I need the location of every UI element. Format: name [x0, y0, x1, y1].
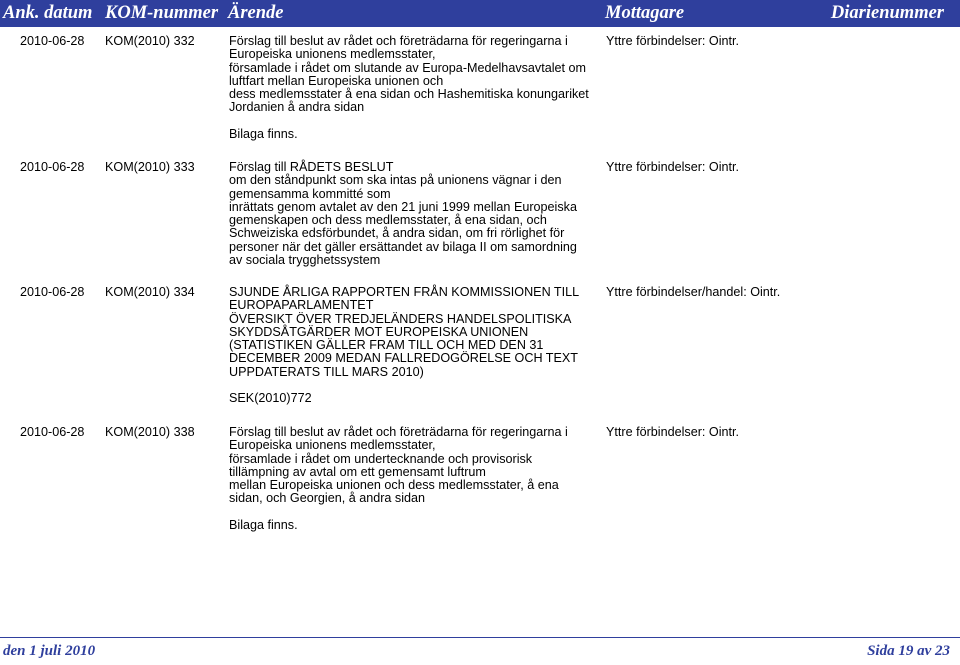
column-header-registry-number: Diarienummer — [830, 3, 944, 23]
entry-kom-number: KOM(2010) 332 — [105, 34, 195, 48]
table-header — [0, 0, 960, 27]
subject-line: församlade i rådet om slutande av Europa-Medelhavsavtalet om — [229, 60, 587, 75]
subject-line: mellan Europeiska unionen och dess medlemsstater, å ena — [229, 478, 559, 493]
subject-line: Förslag till RÅDETS BESLUT — [229, 160, 394, 174]
subject-line: sidan, och Georgien, å andra sidan — [229, 491, 426, 506]
subject-note: SEK(2010)772 — [229, 391, 312, 406]
subject-line: Europeiska unionens medlemsstater, — [229, 438, 436, 453]
subject-line: tillämpning av avtal om ett gemensamt luftrum — [229, 464, 486, 479]
subject-line: SKYDDSÅTGÄRDER MOT EUROPEISKA UNIONEN — [229, 324, 529, 339]
column-header-kom-number: KOM-nummer — [105, 3, 219, 23]
entry-date: 2010-06-28 — [20, 34, 85, 48]
subject-line: Förslag till beslut av rådet och företrädarna för regeringarna i — [229, 34, 568, 48]
entry-recipient: Yttre förbindelser: Ointr. — [606, 160, 739, 174]
entry-subject — [229, 286, 579, 406]
subject-note: Bilaga finns. — [229, 126, 298, 141]
subject-line: om den ståndpunkt som ska intas på unionens vägnar i den — [229, 173, 562, 188]
subject-line: dess medlemsstater å ena sidan och Hashemitiska konungariket — [229, 87, 589, 102]
subject-line: DECEMBER 2009 MEDAN FALLREDOGÖRELSE OCH TEXT — [229, 351, 578, 366]
footer-divider — [0, 637, 960, 638]
subject-line: Europeiska unionens medlemsstater, — [229, 47, 436, 62]
footer-date: den 1 juli 2010 — [3, 643, 96, 659]
subject-line: gemenskapen och dess medlemsstater, å ena sidan, och — [229, 213, 547, 228]
entry-recipient: Yttre förbindelser/handel: Ointr. — [606, 285, 781, 299]
subject-line: UPPDATERATS TILL MARS 2010) — [229, 364, 424, 379]
subject-line: av sociala trygghetssystem — [229, 253, 381, 268]
column-header-subject: Ärende — [228, 3, 284, 23]
subject-line: gemensamma kommitté som — [229, 186, 391, 201]
column-header-date: Ank. datum — [3, 3, 93, 23]
subject-note: Bilaga finns. — [229, 517, 298, 532]
entry-subject — [229, 35, 589, 141]
subject-line: Jordanien å andra sidan — [229, 100, 365, 115]
subject-line: Schweiziska edsförbundet, å andra sidan, om fri rörlighet för — [229, 226, 565, 241]
entry-recipient: Yttre förbindelser: Ointr. — [606, 34, 739, 48]
entry-kom-number: KOM(2010) 334 — [105, 285, 195, 299]
subject-line: EUROPAPARLAMENTET — [229, 298, 374, 313]
subject-line: Förslag till beslut av rådet och företrädarna för regeringarna i — [229, 425, 568, 439]
entry-subject — [229, 426, 568, 532]
subject-line: SJUNDE ÅRLIGA RAPPORTEN FRÅN KOMMISSIONEN TILL — [229, 285, 580, 299]
subject-line: (STATISTIKEN GÄLLER FRAM TILL OCH MED DEN 31 — [229, 338, 544, 353]
subject-line: personer när det gäller ersättandet av bilaga II om samordning — [229, 239, 577, 254]
subject-line: församlade i rådet om undertecknande och provisorisk — [229, 451, 533, 466]
entry-date: 2010-06-28 — [20, 425, 85, 439]
entry-kom-number: KOM(2010) 333 — [105, 160, 195, 174]
entry-kom-number: KOM(2010) 338 — [105, 425, 195, 439]
entry-recipient: Yttre förbindelser: Ointr. — [606, 425, 739, 439]
subject-line: ÖVERSIKT ÖVER TREDJELÄNDERS HANDELSPOLITISKA — [229, 311, 572, 326]
subject-line: luftfart mellan Europeiska unionen och — [229, 73, 444, 88]
entry-subject — [229, 161, 577, 267]
entry-date: 2010-06-28 — [20, 160, 85, 174]
column-header-recipient: Mottagare — [605, 3, 685, 23]
entry-date: 2010-06-28 — [20, 285, 85, 299]
subject-line: inrättats genom avtalet av den 21 juni 1999 mellan Europeiska — [229, 199, 577, 214]
page-number: Sida 19 av 23 — [867, 643, 950, 659]
